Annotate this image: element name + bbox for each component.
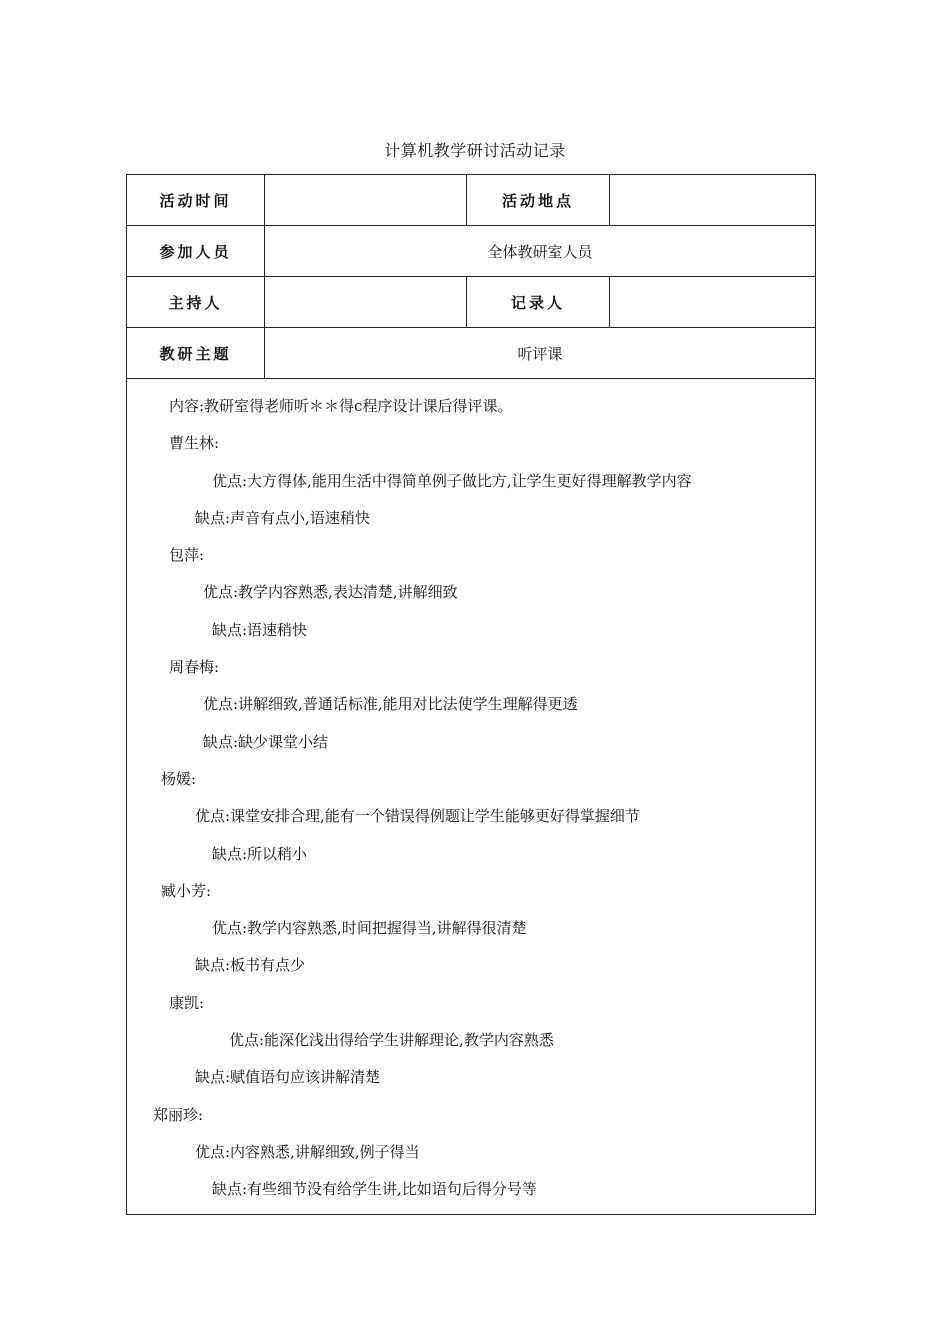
content-body [127, 379, 815, 1214]
cons-line: 缺点:赋值语句应该讲解清楚 [195, 1068, 381, 1087]
teacher-name: 杨媛: [161, 769, 197, 788]
host-label: 主持人 [127, 277, 265, 328]
cons-line: 缺点:有些细节没有给学生讲,比如语句后得分号等 [212, 1180, 537, 1199]
teacher-name: 臧小芳: [161, 881, 212, 900]
recorder-label: 记录人 [467, 277, 610, 328]
topic-label: 教研主题 [127, 328, 265, 379]
activity-time-value [265, 175, 467, 226]
teacher-name: 包萍: [169, 546, 205, 565]
cons-line: 缺点:板书有点少 [195, 956, 306, 975]
teacher-name: 周春梅: [169, 658, 220, 677]
teacher-name: 郑丽珍: [153, 1105, 204, 1124]
participants-value: 全体教研室人员 [265, 226, 816, 277]
pros-line: 优点:课堂安排合理,能有一个错误得例题让学生能够更好得掌握细节 [195, 807, 640, 826]
teacher-name: 曹生林: [169, 434, 220, 453]
pros-line: 优点:大方得体,能用生活中得简单例子做比方,让学生更好得理解教学内容 [212, 471, 692, 490]
cons-line: 缺点:所以稍小 [212, 844, 308, 863]
activity-place-label: 活动地点 [467, 175, 610, 226]
cons-line: 缺点:声音有点小,语速稍快 [195, 508, 370, 527]
row-host-recorder [127, 277, 816, 328]
row-topic [127, 328, 816, 379]
teacher-name: 康凯: [169, 993, 205, 1012]
activity-record-table [126, 174, 816, 1215]
recorder-value [610, 277, 816, 328]
row-content [127, 379, 816, 1215]
pros-line: 优点:教学内容熟悉,表达清楚,讲解细致 [203, 583, 458, 602]
row-participants [127, 226, 816, 277]
pros-line: 优点:教学内容熟悉,时间把握得当,讲解得很清楚 [212, 919, 527, 938]
participants-label: 参加人员 [127, 226, 265, 277]
activity-time-label: 活动时间 [127, 175, 265, 226]
content-intro-line: 内容:教研室得老师听＊＊得c程序设计课后得评课。 [169, 397, 513, 415]
pros-line: 优点:内容熟悉,讲解细致,例子得当 [195, 1142, 420, 1161]
cons-line: 缺点:缺少课堂小结 [203, 732, 329, 751]
cons-line: 缺点:语速稍快 [212, 620, 308, 639]
activity-place-value [610, 175, 816, 226]
content-cell [127, 379, 816, 1215]
row-time-place [127, 175, 816, 226]
page-title: 计算机教学研讨活动记录 [384, 141, 566, 160]
topic-value: 听评课 [265, 328, 816, 379]
pros-line: 优点:讲解细致,普通话标准,能用对比法使学生理解得更透 [203, 695, 578, 714]
host-value [265, 277, 467, 328]
pros-line: 优点:能深化浅出得给学生讲解理论,教学内容熟悉 [229, 1031, 554, 1050]
